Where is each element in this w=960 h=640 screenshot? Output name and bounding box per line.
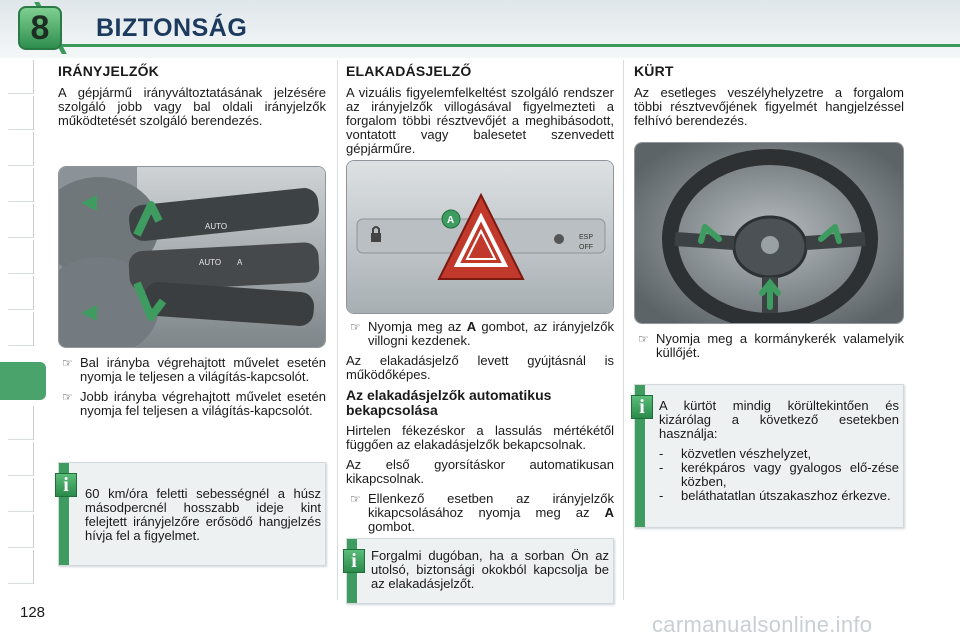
pointing-hand-icon: ☞ [62,390,73,404]
turn-signals-intro: A gépjármű irányváltoztatásának jelzésére szolgáló jobb vagy bal oldali irányjelzők működtetését szolgáló berendezés. [58,85,326,128]
hazard-intro: A vizuális figyelemfelkeltést szolgáló rendszer az irányjelzők villogásával figyelmezteti a forgalom többi résztvevőjét a meghibásodott, vontatott vagy balesetet szenvedett gépjárműre. [346,85,614,156]
instruction-item [58,356,326,384]
list-item: - közvetlen vészhelyzet, [659,446,812,461]
esp-off-label: OFF [579,244,593,251]
hazard-info-box [346,538,614,604]
horn-info-box [634,384,904,528]
info-icon: i [631,395,653,419]
hazard-instructions [346,320,614,540]
stalk-auto-label: AUTO [205,222,228,231]
chapter-tab[interactable] [8,478,34,512]
pointing-hand-icon: ☞ [62,356,73,370]
chapter-number-badge: 8 [18,6,62,50]
esp-label: ESP [579,234,594,241]
hazard-note: Az elakadásjelző levett gyújtásnál is működőképes. [346,353,614,382]
pointing-hand-icon: ☞ [350,320,361,334]
turn-signal-stalk-image [58,166,326,348]
instruction-text: Ellenkező esetben az irányjelzők kikapcsolásához nyomja meg az A gombot. [368,491,614,534]
chapter-tab[interactable] [8,406,34,440]
chapter-tab[interactable] [8,168,34,202]
info-text [659,399,899,503]
info-icon: i [55,473,77,497]
chapter-tab[interactable] [8,240,34,274]
auto-deactivation-text: Az első gyorsításkor automatikusan kikapcsolnak. [346,457,614,486]
info-text: Forgalmi dugóban, ha a sorban Ön az utolsó, biztonsági okokból kapcsolja be az elakadásjelzőt. [371,548,609,591]
chapter-tab-active[interactable] [0,362,46,400]
auto-activation-text: Hirtelen fékezéskor a lassulás mértékétől függően az elakadásjelzők bekapcsolnak. [346,423,614,452]
chapter-tab[interactable] [8,204,34,238]
turn-signals-section [58,64,326,134]
watermark: carmanualsonline.info [652,612,873,637]
pointing-hand-icon: ☞ [350,492,361,506]
pointing-hand-icon: ☞ [638,332,649,346]
section-title: BIZTONSÁG [96,14,248,42]
instruction-item [346,320,614,348]
instruction-item [58,390,326,418]
chapter-tab[interactable] [8,312,34,346]
steering-wheel-image [634,142,904,324]
column-divider [337,60,338,600]
horn-instructions [634,332,904,366]
turn-signal-instructions [58,356,326,424]
stalk-auto-label: AUTO [199,258,222,267]
airbag-icon [554,234,564,244]
instruction-text: Bal irányba végrehajtott művelet esetén nyomja le teljesen a világítás-kapcsolót. [80,355,326,384]
chapter-tab-strip [0,60,40,580]
instruction-text: Jobb irányba végrehajtott művelet esetén nyomja fel teljesen a világítás-kapcsolót. [80,389,326,418]
turn-signal-info-box [58,462,326,566]
info-icon: i [343,549,365,573]
chapter-tab[interactable] [8,132,34,166]
hazard-callout-a: A [447,215,455,226]
auto-activation-subtitle: Az elakadásjelzők automatikus bekapcsolása [346,387,552,418]
header-rule [40,44,960,47]
stalk-a-label: A [237,258,243,267]
chapter-tab[interactable] [8,442,34,476]
page-number: 128 [20,604,46,621]
turn-signals-title: IRÁNYJELZŐK [58,63,159,79]
instruction-text: Nyomja meg az A gombot, az irányjelzők villogni kezdenek. [368,319,615,348]
instruction-text: Nyomja meg a kormánykerék valamelyik küllőjét. [656,331,904,360]
chapter-tab[interactable] [8,96,34,130]
list-item: - kerékpáros vagy gyalogos elő-zése közben, [659,460,899,489]
horn-info-intro: A kürtöt mindig körültekintően és kizárólag a következő esetekben használja: [659,398,899,441]
horn-title: KÜRT [634,63,674,79]
instruction-item [346,492,614,534]
horn-intro: Az esetleges veszélyhelyzetre a forgalom többi résztvevőjének figyelmét hangjelzéssel felhívó berendezés. [634,85,904,128]
horn-section [634,64,904,134]
hazard-button-image [346,160,614,314]
hazard-section [346,64,614,162]
column-divider [623,60,624,600]
hazard-title: ELAKADÁSJELZŐ [346,63,472,79]
list-item: - beláthatatlan útszakaszhoz érkezve. [659,488,891,503]
instruction-item [634,332,904,360]
chapter-tab[interactable] [8,60,34,94]
chapter-tab[interactable] [8,514,34,548]
chapter-tab[interactable] [8,276,34,310]
chapter-tab[interactable] [8,550,34,584]
info-text: 60 km/óra feletti sebességnél a húsz másodpercnél hosszabb ideje kint felejtett irányjelzőre erősödő hangjelzés hívja fel a figyelmet. [85,486,321,543]
